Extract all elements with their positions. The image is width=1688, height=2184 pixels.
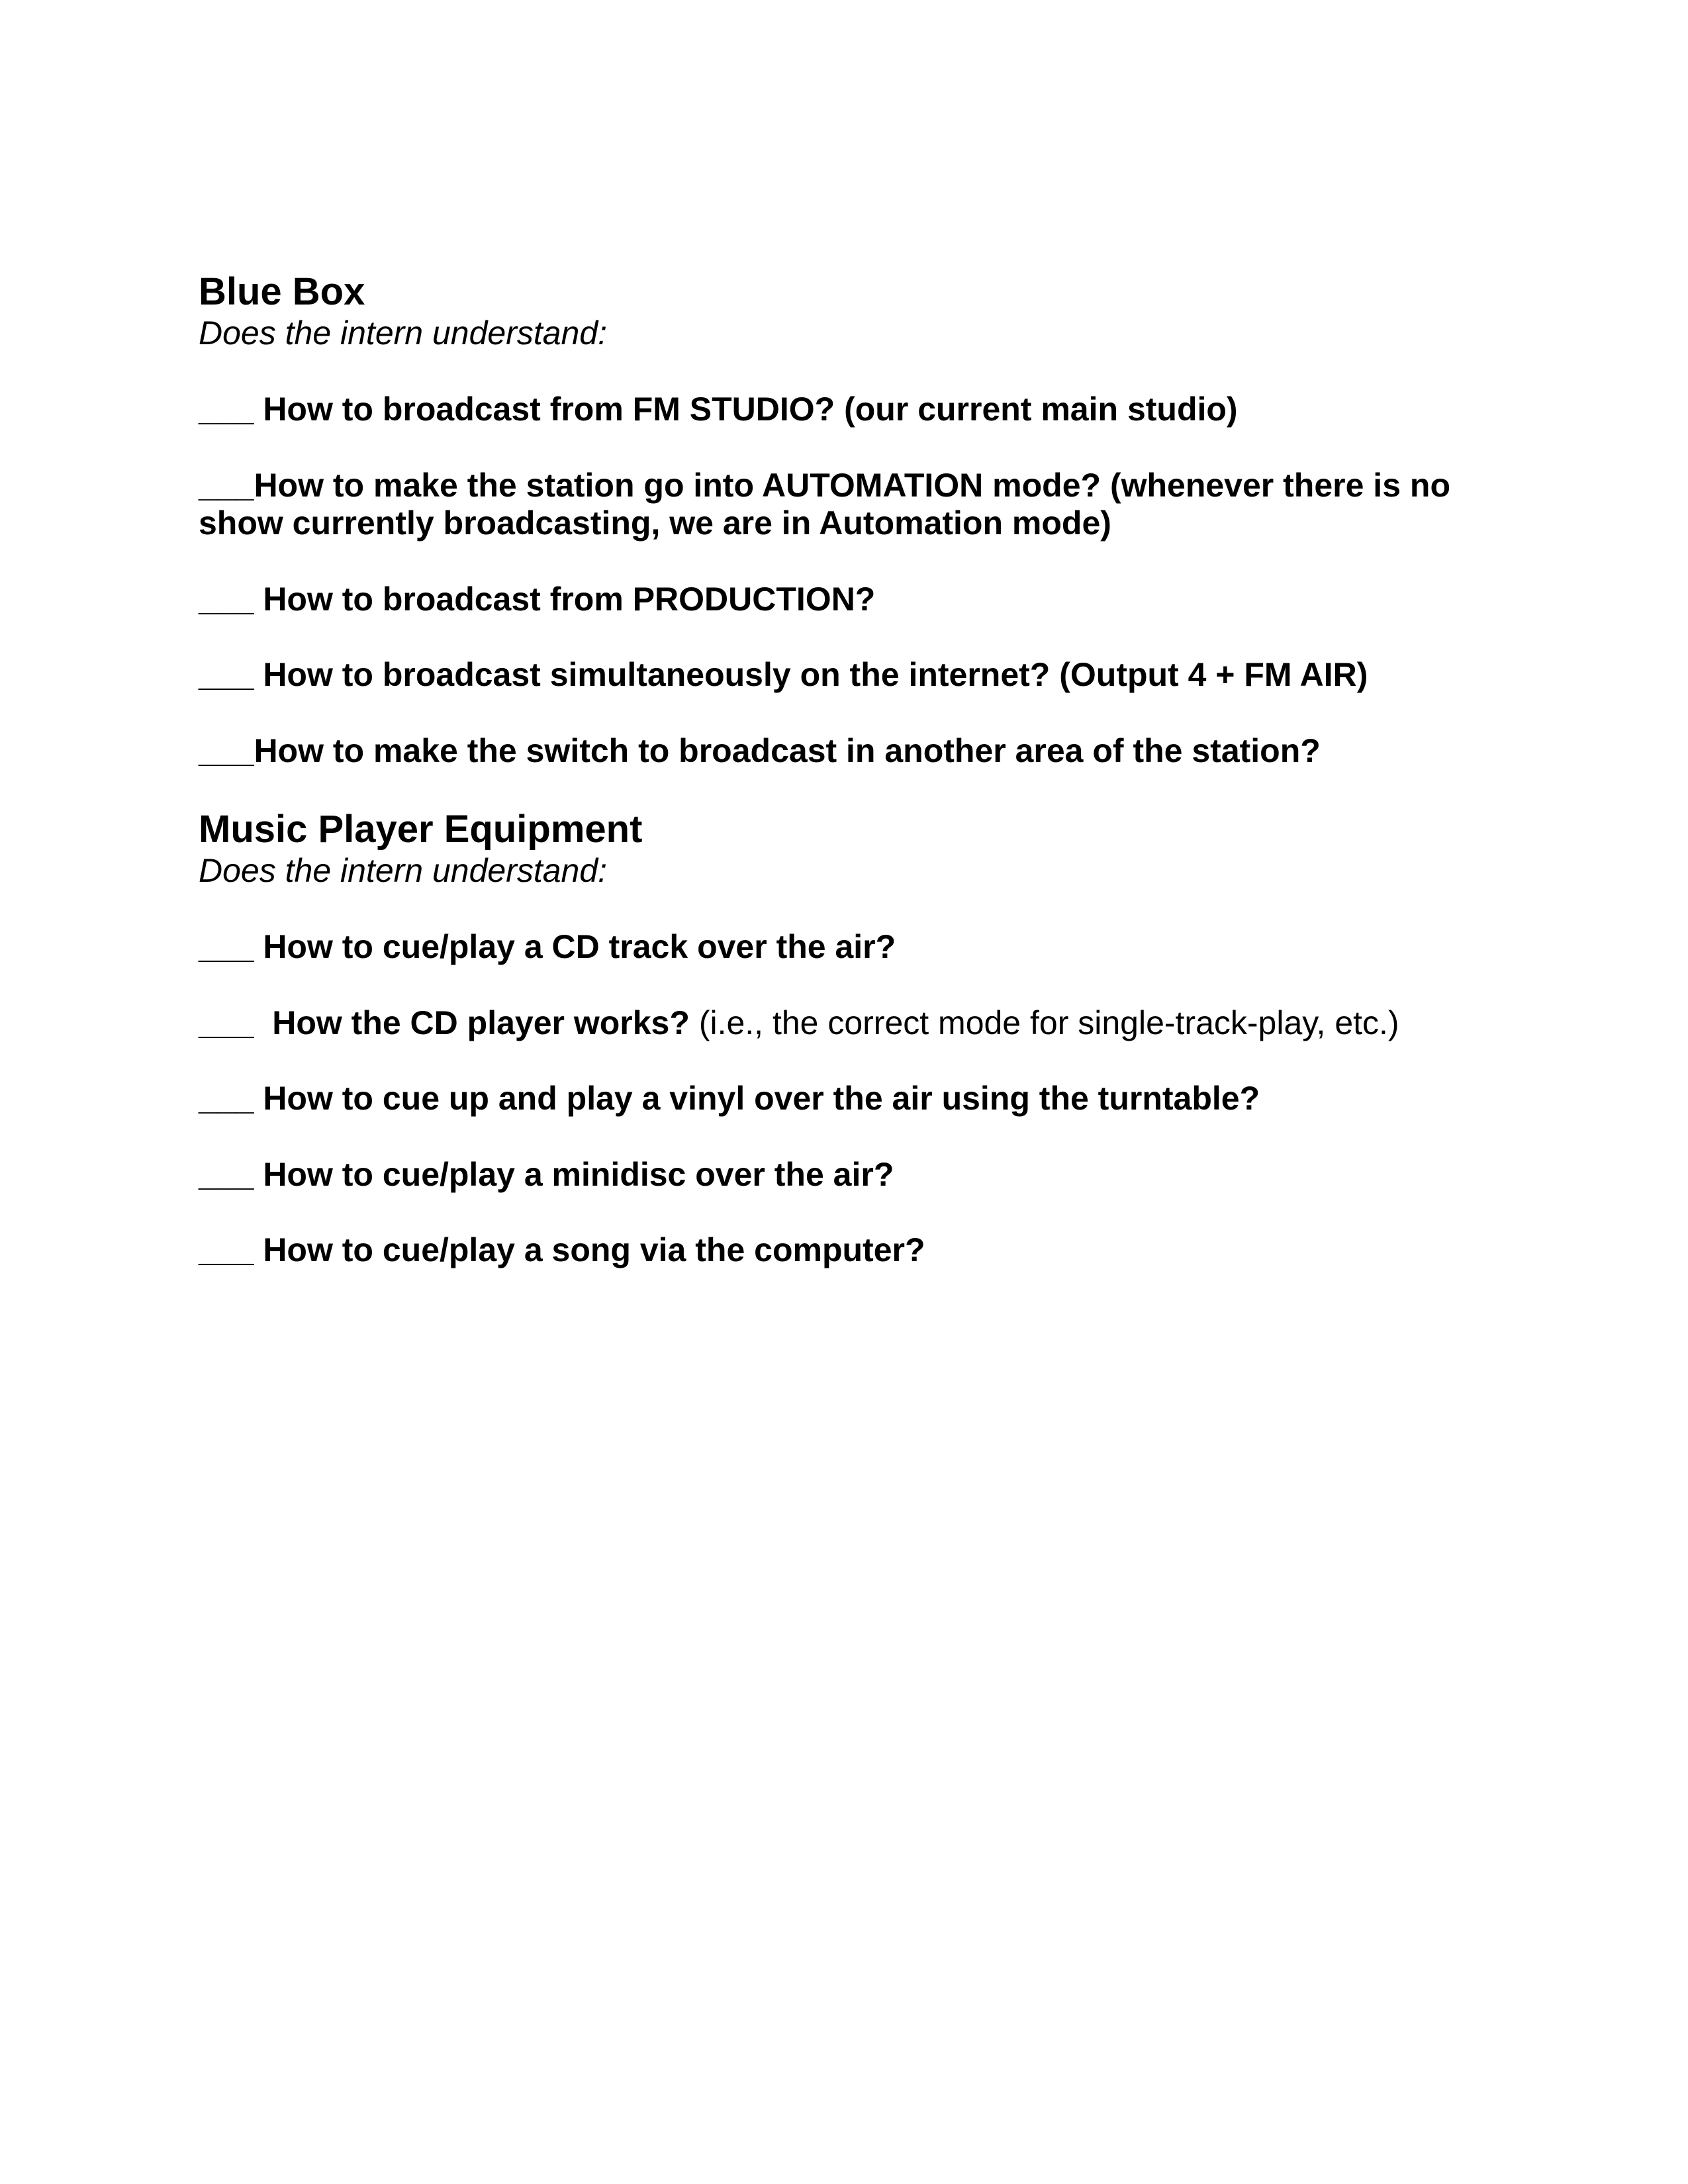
section-heading: Blue Box <box>199 270 365 313</box>
checklist-item <box>199 928 1496 967</box>
checklist-item <box>199 1156 1496 1194</box>
checklist-item <box>199 581 1496 619</box>
item-text: How to cue/play a CD track over the air? <box>263 928 896 966</box>
checkbox-blank: ___ <box>199 1155 263 1193</box>
item-text: How to broadcast from PRODUCTION? <box>263 580 876 618</box>
checkbox-blank: ___ <box>199 580 263 618</box>
checklist-item <box>199 391 1496 429</box>
checkbox-blank: ___ <box>199 1004 273 1041</box>
item-text: How to cue/play a minidisc over the air? <box>263 1155 894 1193</box>
item-text: How the CD player works? <box>272 1004 690 1041</box>
checklist-item <box>199 1004 1496 1043</box>
section-subheading: Does the intern understand: <box>199 314 608 352</box>
checklist-item <box>199 467 1496 543</box>
checkbox-blank: ___ <box>199 928 263 966</box>
checklist-item <box>199 656 1496 694</box>
checklist-item <box>199 1231 1496 1270</box>
item-text: How to cue up and play a vinyl over the air using the turntable? <box>263 1080 1260 1117</box>
checkbox-blank: ___ <box>199 1231 263 1269</box>
item-text: How to broadcast from FM STUDIO? (our current main studio) <box>263 391 1238 428</box>
item-text: How to broadcast simultaneously on the internet? (Output 4 + FM AIR) <box>263 656 1368 694</box>
checklist-item <box>199 732 1496 771</box>
checkbox-blank: ___ <box>199 391 263 428</box>
item-text: How to cue/play a song via the computer? <box>263 1231 925 1269</box>
section-heading: Music Player Equipment <box>199 808 643 851</box>
section-subheading: Does the intern understand: <box>199 851 608 889</box>
checkbox-blank: ___ <box>199 1080 263 1117</box>
item-note: (i.e., the correct mode for single-track-play, etc.) <box>689 1004 1399 1041</box>
checkbox-blank: ___ <box>199 732 254 769</box>
section-blue-box <box>199 270 1496 770</box>
checklist-content <box>199 270 1496 1307</box>
checkbox-blank: ___ <box>199 466 254 504</box>
checklist-item <box>199 1080 1496 1118</box>
item-text: How to make the station go into AUTOMATION mode? (whenever there is no show currently broadcasting, we are in Automation mode) <box>199 466 1450 542</box>
section-music-player-equipment <box>199 808 1496 1270</box>
checkbox-blank: ___ <box>199 656 263 694</box>
item-text: How to make the switch to broadcast in another area of the station? <box>254 732 1321 769</box>
